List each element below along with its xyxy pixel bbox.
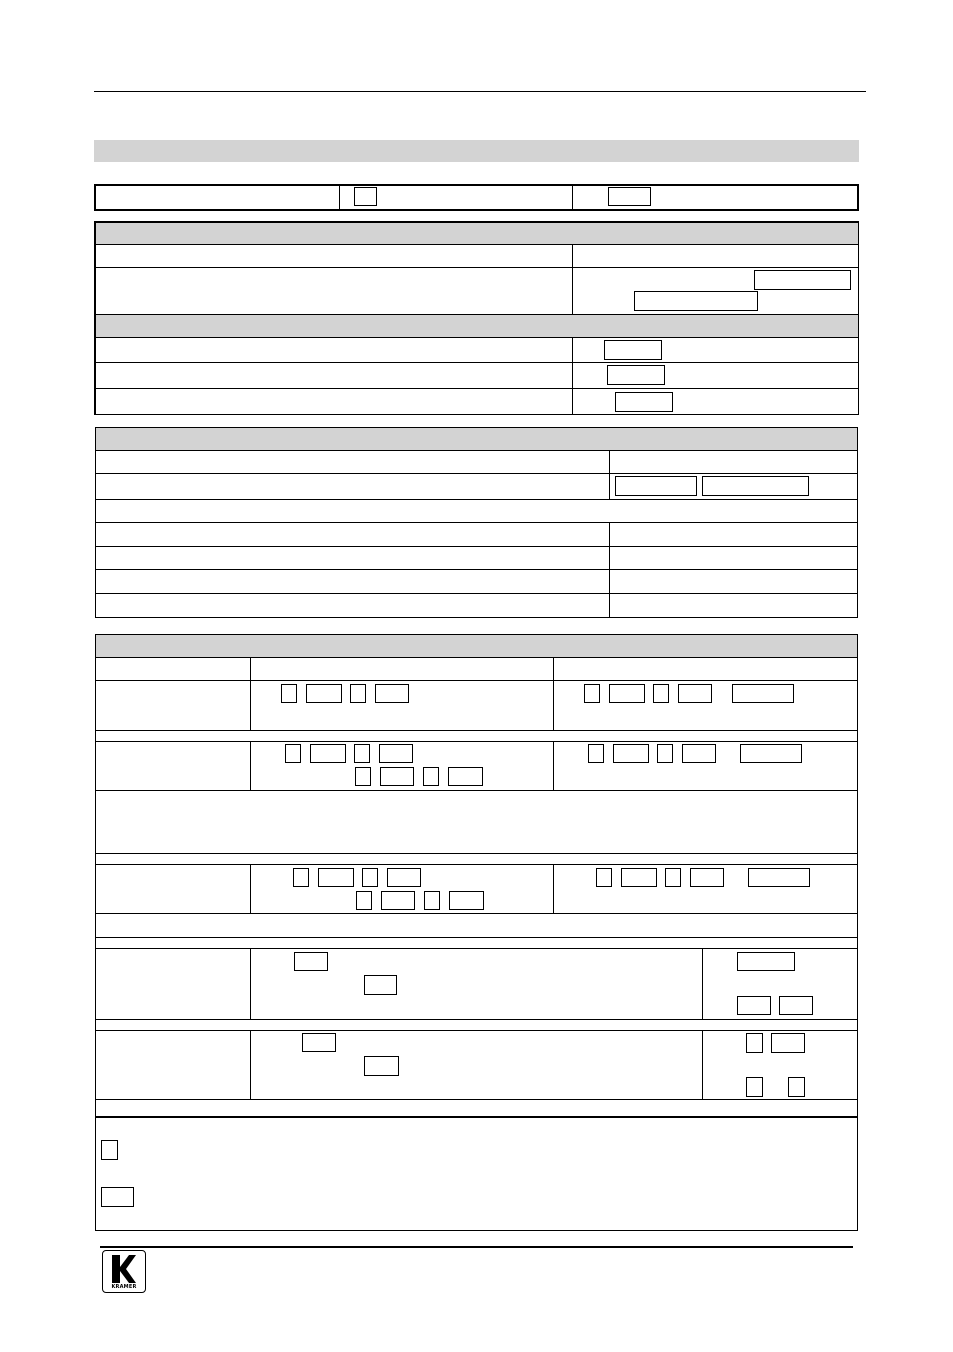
input-field[interactable] bbox=[387, 868, 421, 887]
input-field[interactable] bbox=[737, 996, 771, 1015]
row-rule bbox=[95, 499, 858, 500]
kramer-k-icon bbox=[103, 1253, 144, 1285]
row-rule bbox=[95, 546, 858, 547]
input-field[interactable] bbox=[310, 744, 346, 763]
row-rule bbox=[95, 948, 858, 949]
legend-field-sample bbox=[101, 1187, 134, 1207]
cell-divider bbox=[553, 741, 554, 790]
input-field[interactable] bbox=[613, 744, 649, 763]
input-field[interactable] bbox=[294, 952, 328, 971]
row-rule bbox=[95, 853, 858, 854]
row-rule bbox=[94, 362, 859, 363]
cell-divider bbox=[572, 184, 573, 211]
input-field[interactable] bbox=[634, 291, 758, 311]
cell-divider bbox=[250, 864, 251, 913]
checkbox-field[interactable] bbox=[355, 767, 371, 786]
checkbox-field[interactable] bbox=[285, 744, 301, 763]
cell-divider bbox=[250, 657, 251, 730]
row-rule bbox=[95, 657, 858, 658]
checkbox-field[interactable] bbox=[293, 868, 309, 887]
input-field[interactable] bbox=[748, 868, 810, 887]
checkbox-field[interactable] bbox=[354, 187, 377, 206]
checkbox-field[interactable] bbox=[362, 868, 378, 887]
checkbox-field[interactable] bbox=[281, 684, 297, 703]
row-rule bbox=[94, 267, 859, 268]
checkbox-field[interactable] bbox=[424, 891, 440, 910]
row-rule bbox=[95, 569, 858, 570]
input-field[interactable] bbox=[380, 767, 414, 786]
cell-divider bbox=[553, 657, 554, 730]
input-field[interactable] bbox=[615, 476, 697, 496]
row-rule bbox=[95, 790, 858, 791]
input-field[interactable] bbox=[608, 187, 651, 206]
table-2-subheader-bar bbox=[96, 315, 858, 337]
input-field[interactable] bbox=[604, 340, 662, 360]
cell-divider bbox=[609, 522, 610, 618]
cell-divider bbox=[553, 864, 554, 913]
input-field[interactable] bbox=[690, 868, 724, 887]
input-field[interactable] bbox=[615, 392, 673, 412]
input-field[interactable] bbox=[779, 996, 813, 1015]
checkbox-field[interactable] bbox=[356, 891, 372, 910]
input-field[interactable] bbox=[732, 684, 794, 703]
row-rule bbox=[94, 337, 859, 338]
input-field[interactable] bbox=[609, 684, 645, 703]
input-field[interactable] bbox=[740, 744, 802, 763]
row-rule bbox=[95, 473, 858, 474]
row-rule bbox=[95, 1030, 858, 1031]
row-rule bbox=[95, 593, 858, 594]
table-4-frame bbox=[95, 634, 858, 1231]
input-field[interactable] bbox=[448, 767, 483, 786]
header-rule bbox=[94, 91, 866, 92]
checkbox-field[interactable] bbox=[788, 1077, 805, 1097]
checkbox-field[interactable] bbox=[653, 684, 669, 703]
input-field[interactable] bbox=[302, 1033, 336, 1052]
cell-divider bbox=[250, 1030, 251, 1099]
footer-rule bbox=[100, 1246, 853, 1248]
row-rule bbox=[94, 388, 859, 389]
input-field[interactable] bbox=[682, 744, 716, 763]
row-rule bbox=[95, 864, 858, 865]
row-rule bbox=[95, 1019, 858, 1020]
row-rule bbox=[95, 730, 858, 731]
cell-divider bbox=[339, 184, 340, 211]
input-field[interactable] bbox=[702, 476, 809, 496]
input-field[interactable] bbox=[607, 365, 665, 385]
row-rule bbox=[95, 913, 858, 914]
input-field[interactable] bbox=[379, 744, 413, 763]
cell-divider bbox=[609, 450, 610, 499]
table-3-header-bar bbox=[96, 428, 857, 450]
kramer-logo bbox=[102, 1250, 146, 1293]
input-field[interactable] bbox=[364, 975, 397, 995]
row-rule bbox=[95, 741, 858, 742]
row-rule bbox=[94, 244, 859, 245]
input-field[interactable] bbox=[678, 684, 712, 703]
row-rule bbox=[95, 450, 858, 451]
checkbox-field[interactable] bbox=[746, 1033, 763, 1053]
cell-divider bbox=[572, 337, 573, 415]
cell-divider bbox=[572, 244, 573, 314]
checkbox-field[interactable] bbox=[657, 744, 673, 763]
cell-divider bbox=[250, 948, 251, 1019]
input-field[interactable] bbox=[318, 868, 354, 887]
input-field[interactable] bbox=[381, 891, 415, 910]
table-4-header-bar bbox=[96, 635, 857, 657]
kramer-wordmark: KRAMER bbox=[111, 1284, 137, 1290]
row-rule bbox=[95, 680, 858, 681]
cell-divider bbox=[702, 1030, 703, 1099]
cell-divider bbox=[250, 741, 251, 790]
row-rule bbox=[95, 1099, 858, 1100]
checkbox-field[interactable] bbox=[423, 767, 439, 786]
input-field[interactable] bbox=[737, 952, 795, 971]
header-info-row bbox=[94, 184, 859, 211]
checkbox-field[interactable] bbox=[596, 868, 612, 887]
input-field[interactable] bbox=[754, 270, 851, 290]
row-rule bbox=[95, 522, 858, 523]
input-field[interactable] bbox=[449, 891, 484, 910]
checkbox-field[interactable] bbox=[350, 684, 366, 703]
input-field[interactable] bbox=[621, 868, 657, 887]
row-rule bbox=[95, 937, 858, 938]
checkbox-field[interactable] bbox=[665, 868, 681, 887]
input-field[interactable] bbox=[364, 1056, 399, 1076]
checkbox-field[interactable] bbox=[588, 744, 604, 763]
checkbox-field[interactable] bbox=[746, 1077, 763, 1097]
checkbox-field[interactable] bbox=[354, 744, 370, 763]
input-field[interactable] bbox=[375, 684, 409, 703]
input-field[interactable] bbox=[771, 1033, 805, 1053]
cell-divider bbox=[702, 948, 703, 1019]
legend-checkbox-sample bbox=[101, 1140, 118, 1160]
checkbox-field[interactable] bbox=[584, 684, 600, 703]
table-2-header-bar bbox=[96, 223, 858, 244]
section-title-bar bbox=[94, 140, 859, 162]
row-rule bbox=[95, 1116, 858, 1118]
input-field[interactable] bbox=[306, 684, 342, 703]
